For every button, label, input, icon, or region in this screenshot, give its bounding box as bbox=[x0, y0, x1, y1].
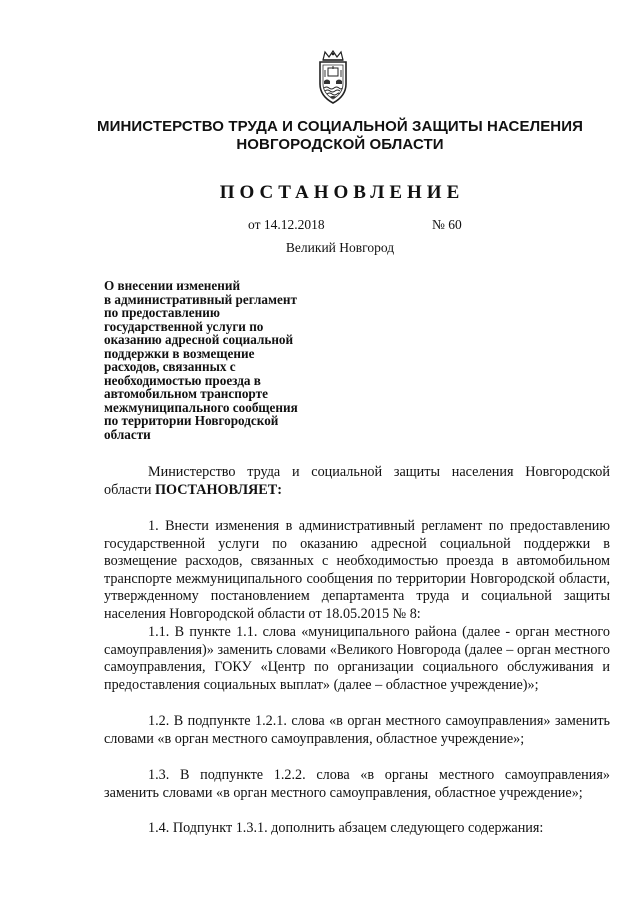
subject-line: государственной услуги по bbox=[104, 318, 264, 334]
subject-line: межмуниципального сообщения bbox=[104, 399, 298, 415]
preamble-paragraph bbox=[104, 464, 610, 499]
coat-of-arms-icon bbox=[311, 50, 355, 106]
preamble-resolution: ПОСТАНОВЛЯЕТ: bbox=[154, 481, 282, 498]
subject-line: необходимостью проезда в bbox=[104, 372, 261, 388]
paragraph-1-1 bbox=[104, 624, 610, 694]
subject-line: оказанию адресной социальной bbox=[104, 332, 294, 347]
paragraph-1-1-text: 1.1. В пункте 1.1. слова «муниципального района (далее - орган местного самоуправления)» заменить словами «Великого Новгорода (далее – орган местного самоуправления, ГОКУ «Центр по организации социального обслуживания и предоставления социальных выплат» (далее – областное учреждение)»; bbox=[104, 624, 610, 693]
paragraph-1-2 bbox=[104, 713, 610, 748]
paragraph-1-3-text: 1.3. В подпункте 1.2.2. слова «в органы местного самоуправления» заменить словами «в орган местного самоуправления, областное учреждение»; bbox=[104, 767, 610, 801]
preamble-text: Министерство труда и социальной защиты населения Новгородской области bbox=[104, 464, 610, 498]
paragraph-1-2-text: 1.2. В подпункте 1.2.1. слова «в орган местного самоуправления» заменить словами «в орган местного самоуправления, областное учреждение»; bbox=[104, 713, 610, 747]
subject-line: по предоставлению bbox=[104, 305, 220, 320]
paragraph-1-text: 1. Внести изменения в административный регламент по предоставлению государственной услуги по оказанию адресной социальной поддержки в возмещение расходов, связанных с необходимостью проезда в автомобильном транспорте межмуниципального сообщения по территории Новгородской области, утвержденному постановлением департамента труда и социальной защиты населения Новгородской области от 18.05.2015 № 8: bbox=[104, 518, 610, 622]
subject-line: О внесении изменений bbox=[104, 278, 241, 293]
paragraph-1-3 bbox=[104, 767, 610, 802]
ministry-name-line1: МИНИСТЕРСТВО ТРУДА И СОЦИАЛЬНОЙ ЗАЩИТЫ НАСЕЛЕНИЯ bbox=[96, 118, 584, 135]
document-city: Великий Новгород bbox=[285, 240, 395, 255]
document-subject bbox=[104, 279, 344, 441]
subject-line: автомобильном транспорте bbox=[104, 386, 268, 401]
subject-line: области bbox=[104, 426, 151, 442]
subject-line: по территории Новгородской bbox=[104, 413, 279, 428]
ministry-name-line2: НОВГОРОДСКОЙ ОБЛАСТИ bbox=[236, 136, 444, 153]
document-type-title: ПОСТАНОВЛЕНИЕ bbox=[219, 182, 465, 203]
document-number: № 60 bbox=[432, 217, 462, 232]
subject-line: в административный регламент bbox=[104, 291, 297, 307]
paragraph-1 bbox=[104, 518, 610, 623]
subject-line: поддержки в возмещение bbox=[104, 345, 255, 361]
subject-line: расходов, связанных с bbox=[104, 359, 236, 374]
document-date: от 14.12.2018 bbox=[248, 217, 325, 232]
paragraph-1-4-text: 1.4. Подпункт 1.3.1. дополнить абзацем следующего содержания: bbox=[148, 820, 544, 836]
paragraph-1-4 bbox=[104, 820, 610, 838]
